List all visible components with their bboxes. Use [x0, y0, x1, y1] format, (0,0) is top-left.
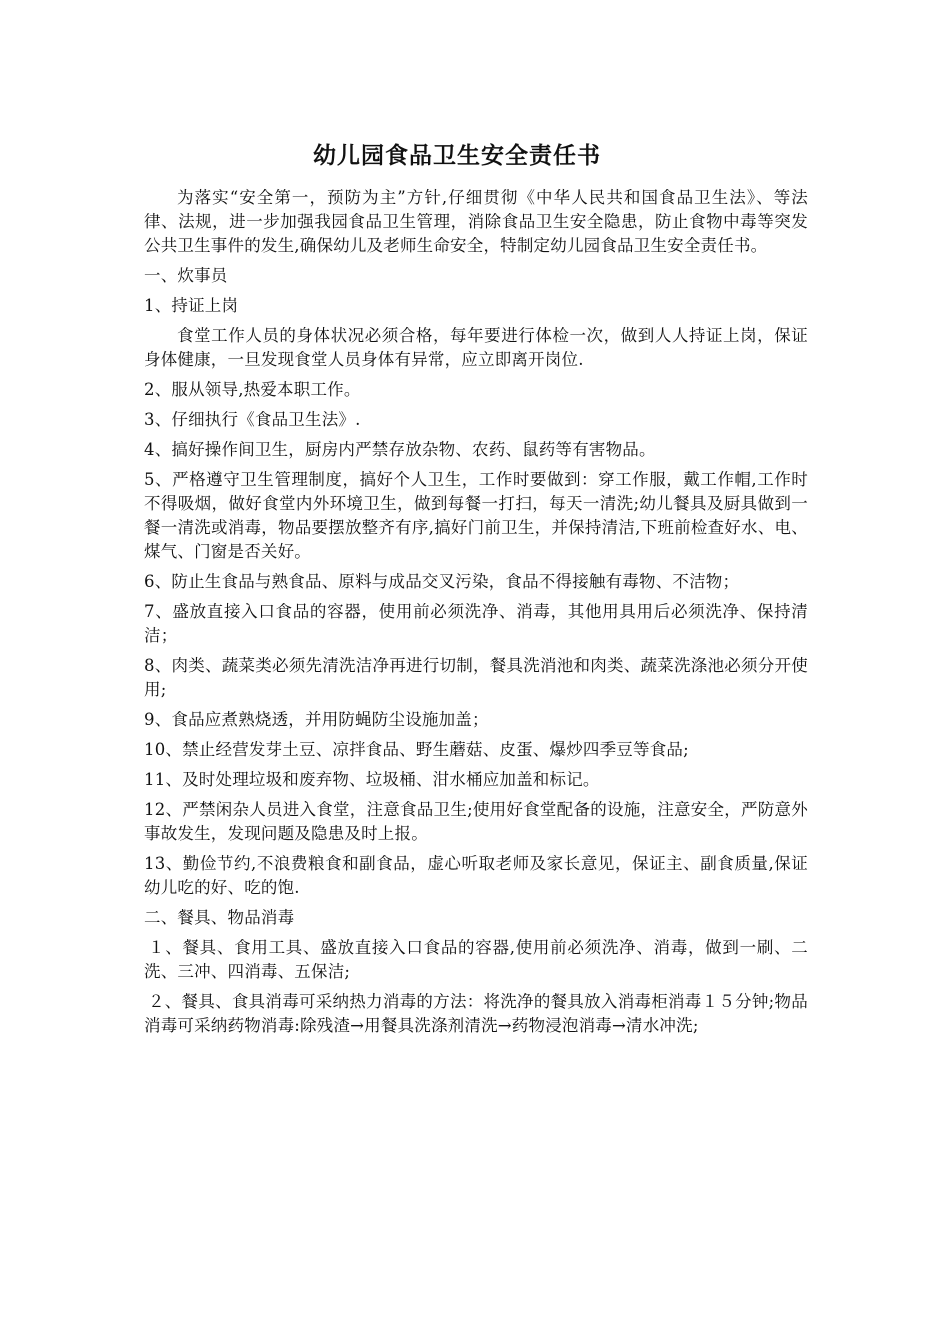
- item-heading-certified: 1、持证上岗: [144, 296, 239, 315]
- list-item: 8、肉类、蔬菜类必须先清洗洁净再进行切制，餐具洗消池和肉类、蔬菜洗涤池必须分开使用;: [144, 656, 808, 699]
- list-item: 11、及时处理垃圾和废弃物、垃圾桶、泔水桶应加盖和标记。: [144, 770, 600, 789]
- list-item: 2、服从领导,热爱本职工作。: [144, 380, 361, 399]
- intro-paragraph: 为落实“安全第一，预防为主”方针,仔细贯彻《中华人民共和国食品卫生法》、等法律、法规，进一步加强我园食品卫生管理，消除食品卫生安全隐患，防止食物中毒等突发公共卫生事件的发生,确保幼儿及老师生命安全，特制定幼儿园食品卫生安全责任书。: [144, 188, 808, 255]
- section-heading-cooks: 一、炊事员: [144, 266, 228, 285]
- list-item: １、餐具、食用工具、盛放直接入口食品的容器,使用前必须洗净、消毒，做到一刷、二洗、三冲、四消毒、五保洁;: [144, 938, 808, 981]
- list-item: 5、严格遵守卫生管理制度，搞好个人卫生，工作时要做到：穿工作服，戴工作帽,工作时不得吸烟，做好食堂内外环境卫生，做到每餐一打扫，每天一清洗;幼儿餐具及厨具做到一餐一清洗或消毒，物品要摆放整齐有序,搞好门前卫生，并保持清洁,下班前检查好水、电、煤气、门窗是否关好。: [144, 470, 808, 561]
- section-heading-disinfection: 二、餐具、物品消毒: [144, 908, 295, 927]
- document-title: 幼儿园食品卫生安全责任书: [313, 142, 601, 169]
- list-item: 6、防止生食品与熟食品、原料与成品交叉污染，食品不得接触有毒物、不洁物；: [144, 572, 740, 591]
- list-item: 3、仔细执行《食品卫生法》.: [144, 410, 361, 429]
- list-item: 10、禁止经营发芽土豆、凉拌食品、野生蘑菇、皮蛋、爆炒四季豆等食品;: [144, 740, 689, 759]
- list-item: 9、食品应煮熟烧透，并用防蝇防尘设施加盖；: [144, 710, 489, 729]
- list-item: 13、勤俭节约,不浪费粮食和副食品，虚心听取老师及家长意见，保证主、副食质量,保证幼儿吃的好、吃的饱.: [144, 854, 808, 897]
- list-item: 12、严禁闲杂人员进入食堂，注意食品卫生;使用好食堂配备的设施，注意安全，严防意外事故发生，发现问题及隐患及时上报。: [144, 800, 808, 843]
- item-body-certified: 食堂工作人员的身体状况必须合格，每年要进行体检一次，做到人人持证上岗，保证身体健康，一旦发现食堂人员身体有异常，应立即离开岗位.: [144, 326, 808, 369]
- list-item: 7、盛放直接入口食品的容器，使用前必须洗净、消毒，其他用具用后必须洗净、保持清洁；: [144, 602, 808, 645]
- document-body: [144, 186, 808, 1044]
- list-item: ２、餐具、食具消毒可采纳热力消毒的方法：将洗净的餐具放入消毒柜消毒１５分钟;物品消毒可采纳药物消毒:除残渣→用餐具洗涤剂清洗→药物浸泡消毒→清水冲洗;: [144, 992, 808, 1035]
- list-item: 4、搞好操作间卫生，厨房内严禁存放杂物、农药、鼠药等有害物品。: [144, 440, 656, 459]
